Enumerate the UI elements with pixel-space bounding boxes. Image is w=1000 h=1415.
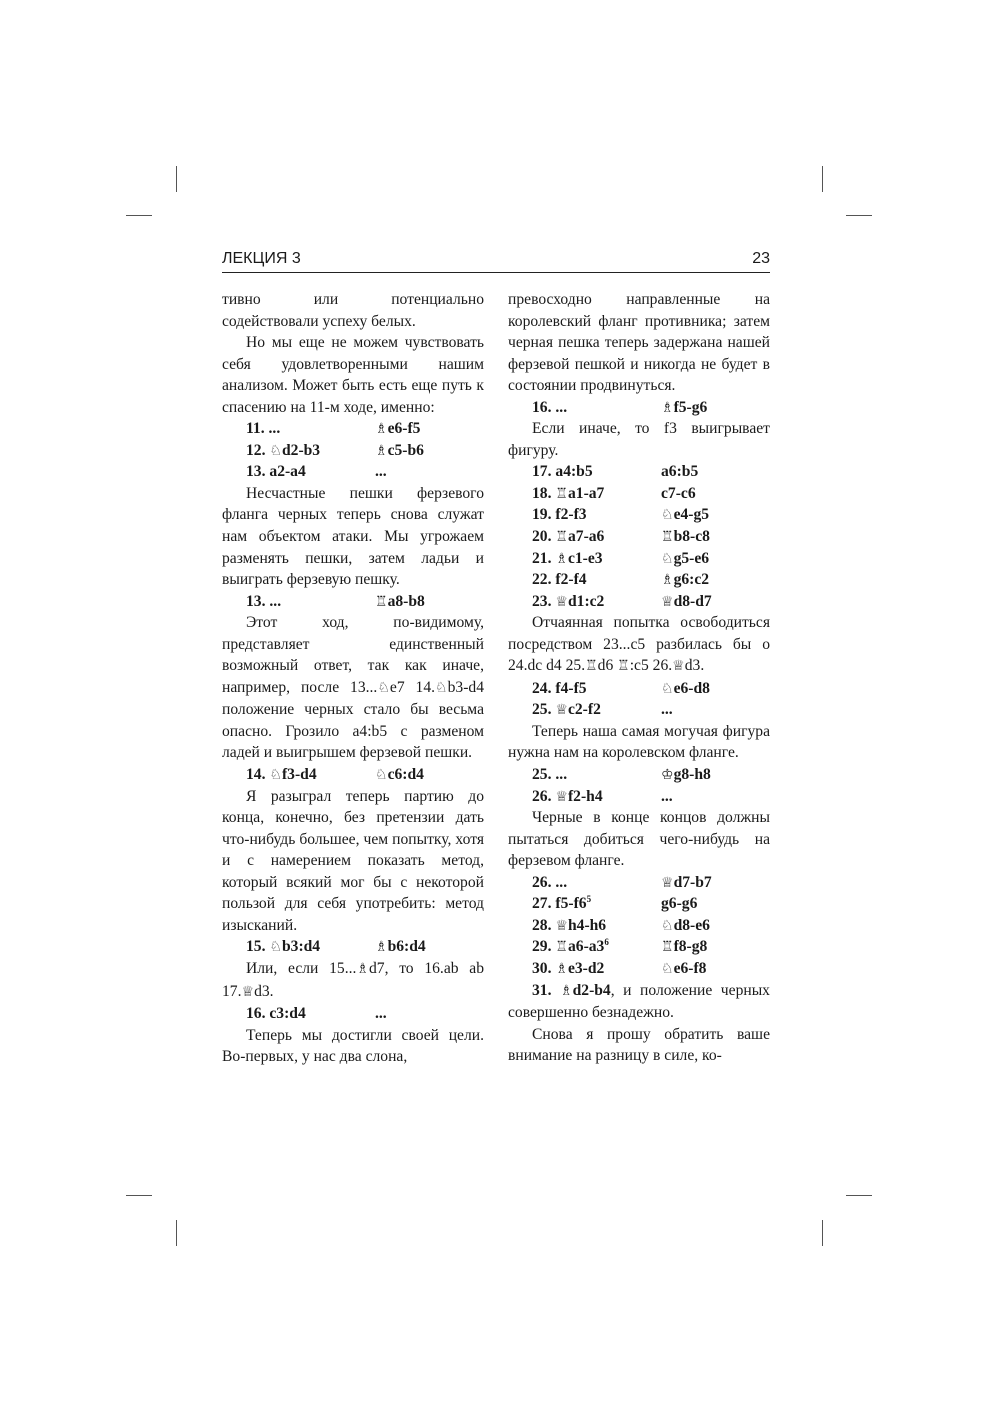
move-row [222,936,484,958]
move-row [222,461,484,483]
crop-mark-top-left [176,166,177,192]
black-move: g6-g6 [661,895,698,913]
page-number: 23 [752,250,770,267]
crop-mark-bottom-left-h [126,1195,152,1196]
black-move: ... [661,701,673,719]
white-move: 13. ... [246,592,282,610]
move-row [508,958,770,980]
bishop-icon: ♗ [560,983,573,999]
queen-icon: ♕ [555,594,568,610]
black-move: ♘c6:d4 [375,766,424,784]
black-move: ♖f8-g8 [661,938,708,956]
move-row [508,504,770,526]
move-row [508,569,770,591]
paragraph: 31. ♗d2-b4, и положение черных совершенно безнадежно. [508,981,770,1022]
paragraph: Отчаянная попытка освободиться посредством 23...c5 разбилась бы о 24.dc d4 25.♖d6 ♖:c5 26.♕d3. [508,614,770,675]
move-row [508,678,770,700]
black-move: ♘e4-g5 [661,506,710,524]
queen-icon: ♕ [555,918,568,934]
black-move: ♔g8-h8 [661,766,711,784]
move-row [508,397,770,419]
knight-icon: ♘ [375,768,388,784]
white-move: 20. ♖a7-a6 [532,528,605,546]
black-move: ♖a8-b8 [375,592,425,610]
black-move: ♗b6:d4 [375,938,426,956]
black-move: ... [375,463,387,481]
white-move: 29. $♖a6-a3^6$ [532,937,609,956]
paragraph: тивно или потенциально содействовали успеху белых. [222,291,484,330]
queen-icon: ♕ [672,659,685,675]
white-move: 13. a2-a4 [246,463,306,481]
rook-icon: ♖ [555,486,568,502]
crop-mark-bottom-right [822,1220,823,1246]
king-icon: ♔ [661,768,674,784]
move-row [222,440,484,462]
running-header [222,248,770,273]
black-move: ♗e6-f5 [375,420,421,438]
rook-icon: ♖ [661,530,674,546]
white-move: 16. c3:d4 [246,1005,306,1023]
black-move: c7-c6 [661,484,696,502]
white-move: 16. ... [532,398,568,416]
bishop-icon: ♗ [555,961,568,977]
bishop-icon: ♗ [375,443,388,459]
footnote-ref: 6 [604,937,609,948]
move-row [222,418,484,440]
paragraph: Несчастные пешки ферзевого фланга черных теперь снова служат нам объектом атаки. Мы угрожаем разменять пешки, затем ладьи и выиграть ферзевую пешку. [222,484,484,589]
queen-icon: ♕ [661,875,674,891]
paragraph: Черные в конце концов должны пытаться добиться чего-нибудь на ферзевом фланге. [508,809,770,870]
black-move: ♘d8-e6 [661,916,710,934]
rook-icon: ♖ [555,940,568,956]
black-move: ♗f5-g6 [661,398,708,416]
bishop-icon: ♗ [555,551,568,567]
queen-icon: ♕ [555,703,568,719]
black-move: ♖b8-c8 [661,528,710,546]
black-move: ♘e6-f8 [661,959,707,977]
white-move: 23. ♕d1:c2 [532,592,605,610]
move-row [508,764,770,786]
move-row [508,893,770,915]
rook-icon: ♖ [375,594,388,610]
move-row [508,936,770,958]
knight-icon: ♘ [661,961,674,977]
black-move: ... [375,1005,387,1023]
paragraph: превосходно направленные на королевский фланг противника; затем черная пешка теперь задержана нашей ферзевой пешкой и никогда не будет в состоянии продвинуться. [508,291,770,395]
paragraph: Если иначе, то f3 выигрывает фигуру. [508,420,770,459]
black-move: ... [661,787,673,805]
white-move: 14. ♘f3-d4 [246,766,317,784]
move-row [508,915,770,937]
white-move: 25. ... [532,766,568,784]
bishop-icon: ♗ [356,961,369,977]
crop-mark-top-right-h [846,215,872,216]
crop-mark-bottom-right-h [846,1195,872,1196]
move-row [508,591,770,613]
crop-mark-top-left-h [126,215,152,216]
white-move: 24. f4-f5 [532,679,587,697]
knight-icon: ♘ [661,551,674,567]
right-column [508,289,770,1067]
paragraph: Или, если 15...♗d7, то 16.ab ab 17.♕d3. [222,959,484,1000]
move-row [508,483,770,505]
paragraph: Но мы еще не можем чувствовать себя удовлетворенными нашим анализом. Может быть есть еще путь к спасению на 11-м ходе, именно: [222,334,484,416]
bishop-icon: ♗ [375,940,388,956]
white-move: 12. ♘d2-b3 [246,441,321,459]
knight-icon: ♘ [661,681,674,697]
move-row [508,872,770,894]
bishop-icon: ♗ [375,422,388,438]
paragraph: Этот ход, по-видимому, представляет единственный возможный ответ, так как иначе, например, после 13...♘e7 14.♘b3-d4 положение черных стало бы весьма опасно. Грозило a4:b5 с разменом ладей и выигрышем ферзевой пешки. [222,614,484,762]
crop-mark-bottom-left [176,1220,177,1246]
rook-icon: ♖ [617,659,630,675]
knight-icon: ♘ [269,768,282,784]
rook-icon: ♖ [661,940,674,956]
white-move: 18. ♖a1-a7 [532,484,605,502]
white-move: 25. ♕c2-f2 [532,701,601,719]
queen-icon: ♕ [661,594,674,610]
white-move: 17. a4:b5 [532,463,593,481]
black-move: ♕d8-d7 [661,592,712,610]
crop-mark-top-right [822,166,823,192]
paragraph: Снова я прошу обратить ваше внимание на разницу в силе, ко- [508,1025,770,1065]
left-column [222,289,484,1068]
black-move: ♗g6:c2 [661,571,710,589]
move-row [222,591,484,613]
knight-icon: ♘ [661,508,674,524]
white-move: 28. ♕h4-h6 [532,916,607,934]
black-move: ♗c5-b6 [375,441,424,459]
move-row [508,548,770,570]
move-row [508,526,770,548]
move-row [508,786,770,808]
paragraph: Теперь мы достигли своей цели. Во-первых, у нас два слона, [222,1026,484,1066]
knight-icon: ♘ [435,680,448,696]
rook-icon: ♖ [555,530,568,546]
queen-icon: ♕ [555,789,568,805]
white-move: 15. ♘b3:d4 [246,938,321,956]
queen-icon: ♕ [241,984,255,1000]
paragraph: Теперь наша самая могучая фигура нужна нам на королевском фланге. [508,722,770,762]
paragraph: Я разыграл теперь партию до конца, конечно, без претензии дать что-нибудь большее, чем попытку, хотя и с намерением показать метод, который всякий мог бы с некоторой пользой для себя употребить: метод изысканий. [222,787,484,934]
black-move: ♘e6-d8 [661,679,710,697]
white-move: 21. ♗c1-e3 [532,549,603,567]
knight-icon: ♘ [269,443,282,459]
white-move: 19. f2-f3 [532,506,587,524]
move-row [222,764,484,786]
footnote-ref: 5 [586,894,592,905]
knight-icon: ♘ [269,940,282,956]
white-move: 27. $f5-f6^5$ [532,894,592,913]
white-move: 26. ... [532,873,568,891]
move-row [508,699,770,721]
move-row [222,1003,484,1025]
black-move: ♕d7-b7 [661,873,712,891]
white-move: 22. f2-f4 [532,571,587,589]
black-move: ♘g5-e6 [661,549,710,567]
move-row [508,461,770,483]
white-move: 30. ♗e3-d2 [532,959,605,977]
knight-icon: ♘ [661,918,674,934]
black-move: a6:b5 [661,463,699,481]
rook-icon: ♖ [585,659,598,675]
knight-icon: ♘ [377,680,390,696]
white-move: 11. ... [246,420,281,438]
chapter-title: ЛЕКЦИЯ 3 [222,250,301,267]
bishop-icon: ♗ [661,400,674,416]
white-move: 26. ♕f2-h4 [532,787,603,805]
bishop-icon: ♗ [661,573,674,589]
